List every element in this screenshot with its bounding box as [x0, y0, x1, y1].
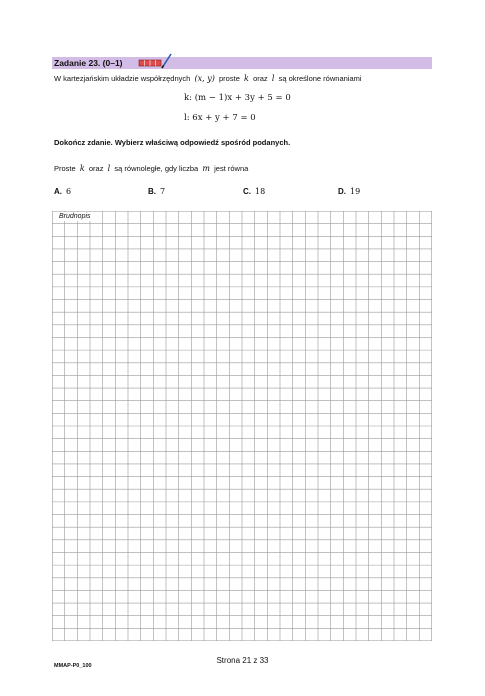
answer-value: 19 — [350, 187, 361, 196]
draft-grid — [52, 211, 432, 641]
question — [54, 164, 248, 173]
answer-value: 6 — [66, 187, 72, 196]
task-title: Zadanie 23. (0–1) — [54, 58, 123, 68]
intro-text-3: są określone równaniami — [278, 74, 362, 83]
question-m-symbol: m — [202, 164, 210, 173]
line-k-symbol: k — [244, 74, 249, 83]
answer-option-b[interactable] — [148, 187, 165, 196]
answer-option-d[interactable] — [338, 187, 360, 196]
intro-text-1: W kartezjańskim układzie współrzędnych — [54, 74, 191, 83]
intro-oraz: oraz — [253, 74, 268, 83]
question-l-symbol: l — [107, 164, 111, 173]
answer-option-a[interactable] — [54, 187, 71, 196]
question-k-symbol: k — [79, 164, 85, 173]
task-intro — [54, 74, 362, 84]
instruction: Dokończ zdanie. Wybierz właściwą odpowiedź spośród podanych. — [54, 138, 291, 147]
pencil-icon — [138, 52, 174, 70]
answer-letter: D. — [338, 187, 346, 196]
answer-option-c[interactable] — [243, 187, 265, 196]
answer-letter: B. — [148, 187, 156, 196]
question-text-1: Proste — [54, 164, 76, 173]
answer-letter: A. — [54, 187, 62, 196]
draft-label: Brudnopis — [59, 213, 91, 220]
answer-value: 7 — [160, 187, 166, 196]
page-number: Strona 21 z 33 — [216, 656, 269, 665]
question-text-3: jest równa — [214, 164, 249, 173]
answer-value: 18 — [255, 187, 266, 196]
question-oraz: oraz — [88, 164, 104, 173]
question-text-2: są równoległe, gdy liczba — [114, 164, 199, 173]
equation-l: l: 6x + y + 7 = 0 — [184, 113, 256, 123]
equation-k: k: (m − 1)x + 3y + 5 = 0 — [184, 93, 291, 103]
intro-text-2: proste — [219, 74, 240, 83]
answer-letter: C. — [243, 187, 251, 196]
footer-code: MMAP-P0_100 — [54, 663, 92, 669]
coords-symbol: (x, y) — [194, 74, 215, 83]
line-l-symbol: l — [271, 74, 275, 83]
